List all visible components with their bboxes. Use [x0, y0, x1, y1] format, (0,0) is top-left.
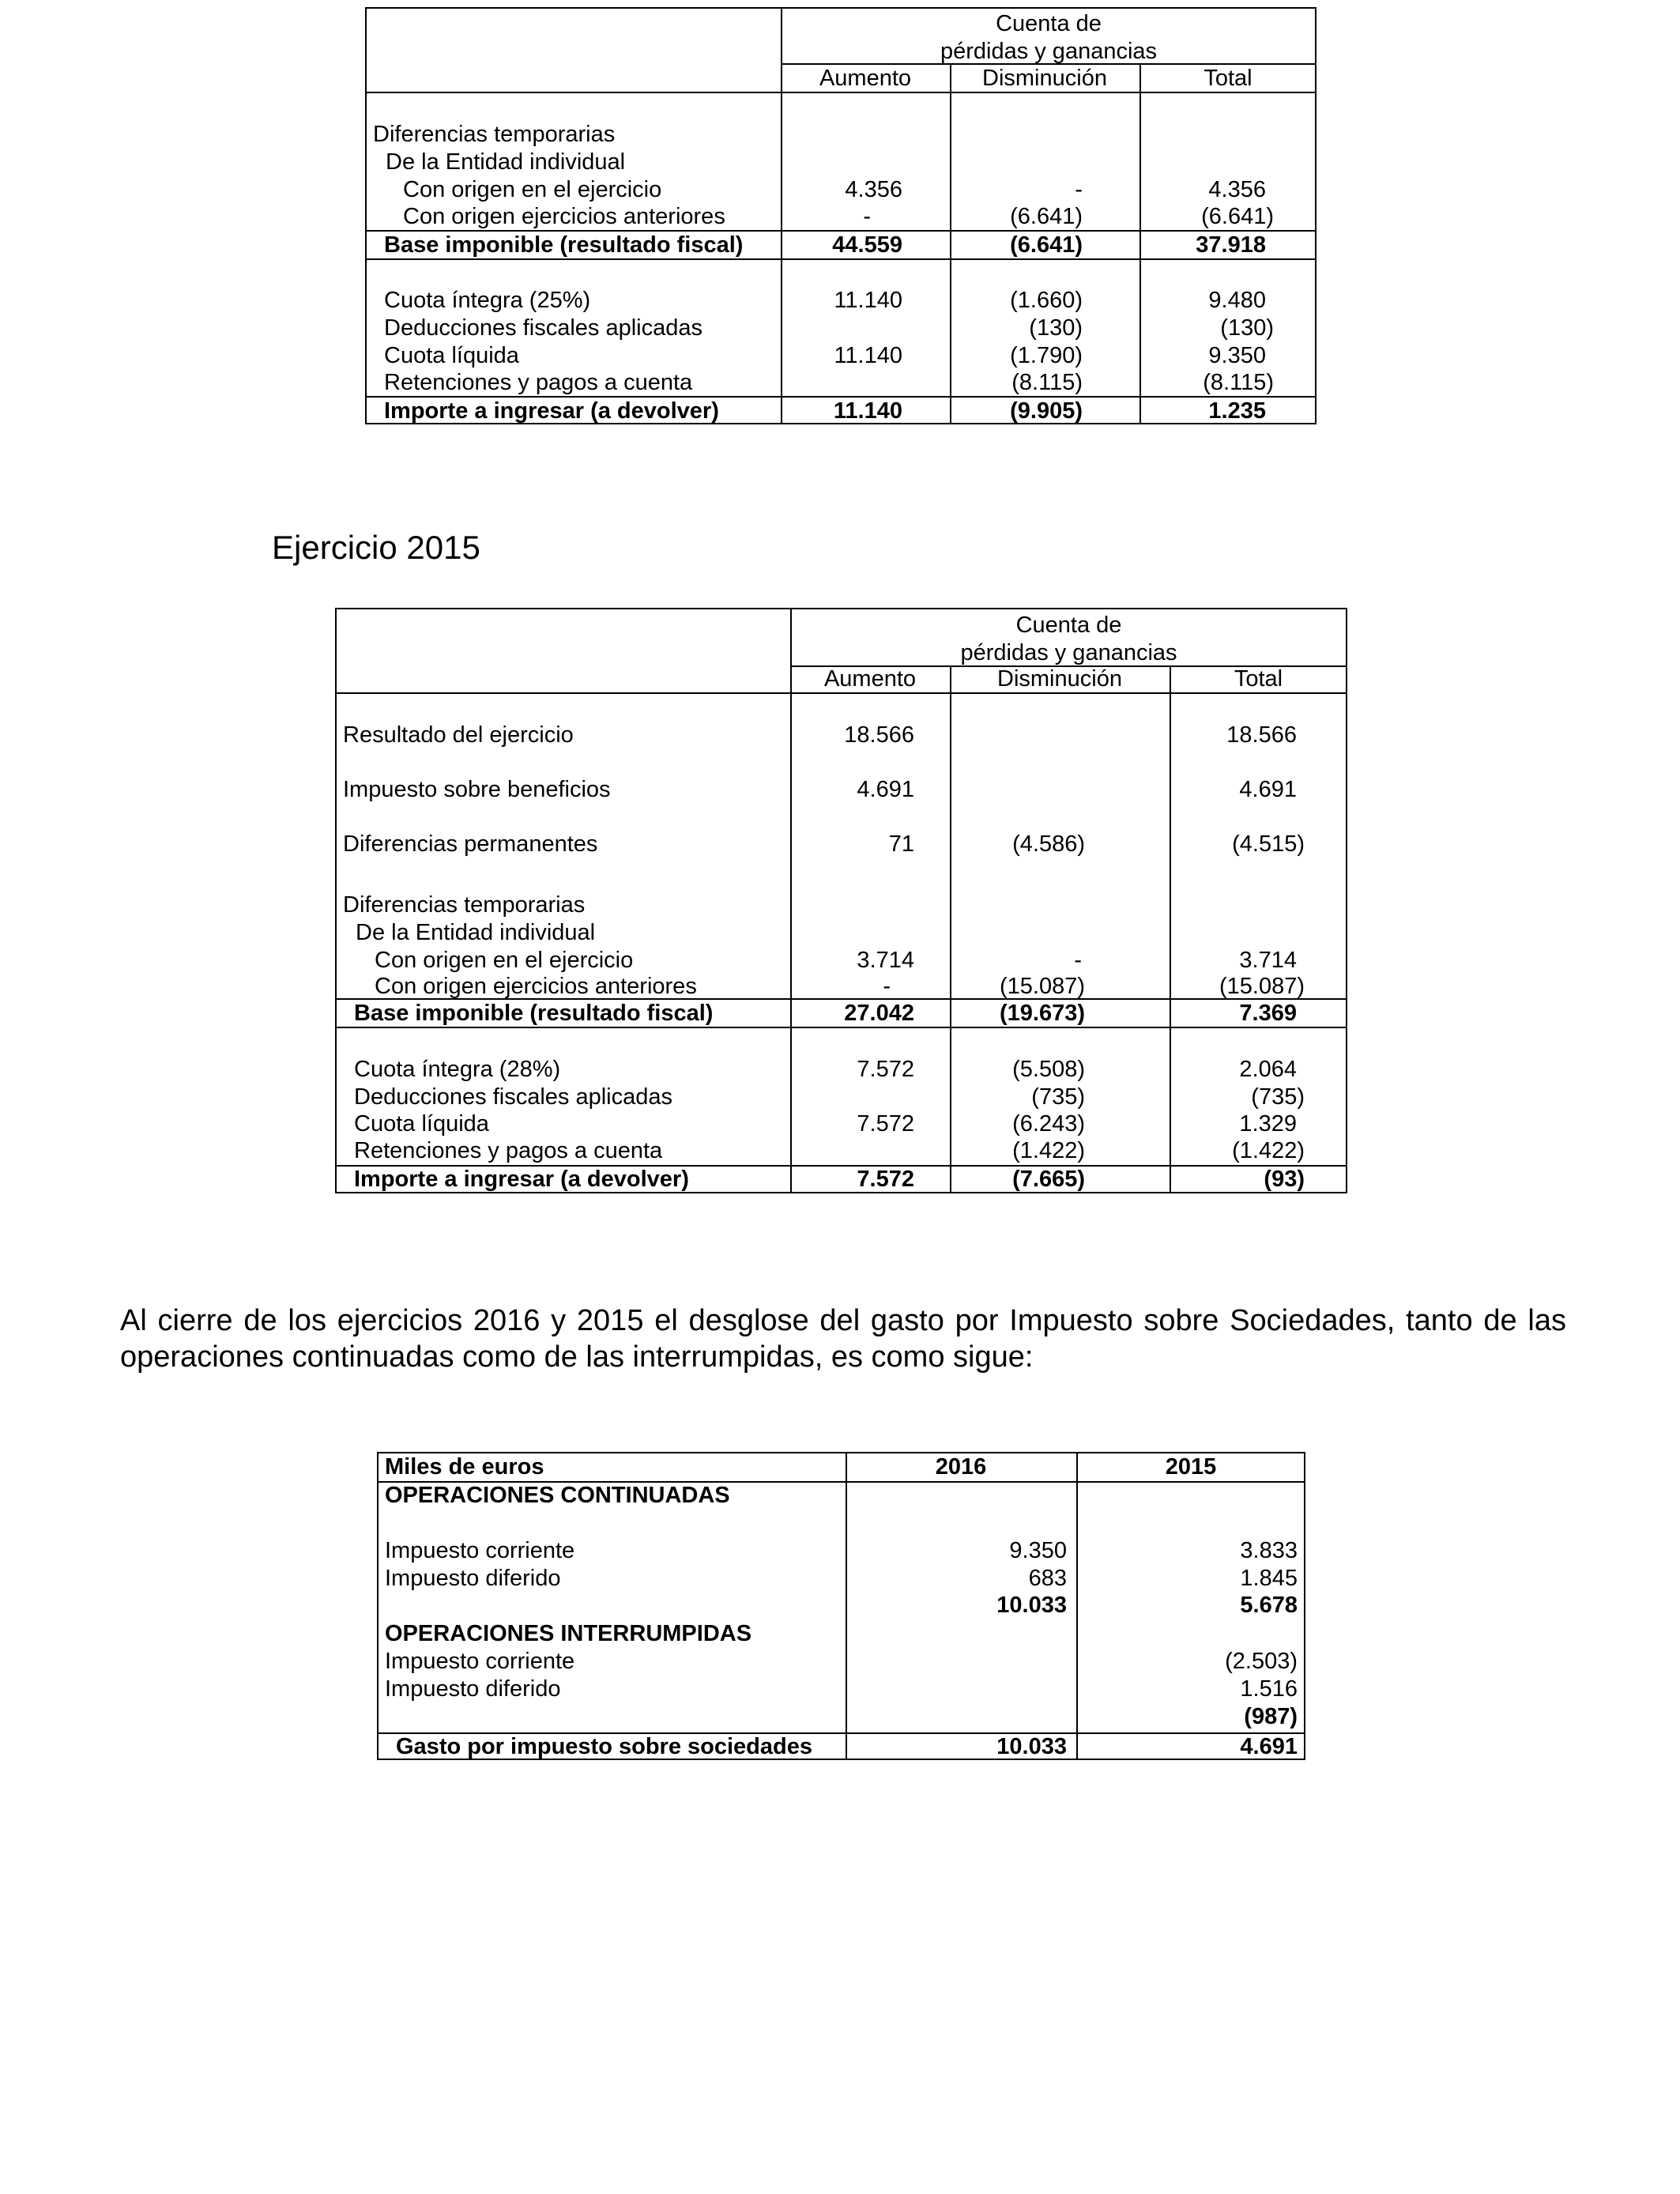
- header-group-line2: pérdidas y ganancias: [940, 39, 1158, 64]
- row-label: Impuesto diferido: [385, 1566, 561, 1591]
- row-label: De la Entidad individual: [356, 920, 596, 945]
- row-label: Con origen ejercicios anteriores: [375, 974, 697, 999]
- table-header-row: [379, 1453, 1304, 1481]
- table-row: [367, 315, 1315, 342]
- table-row: [367, 287, 1315, 315]
- value-2015: 5.678: [1240, 1593, 1298, 1618]
- row-label: Deducciones fiscales aplicadas: [384, 315, 703, 341]
- table-row: [367, 121, 1315, 149]
- value-total: (735): [1251, 1084, 1305, 1110]
- value-disminucion: (1.660): [1010, 288, 1083, 313]
- value-total: (8.115): [1203, 370, 1274, 395]
- value-aumento: -: [863, 204, 871, 229]
- value-total: (130): [1220, 315, 1274, 341]
- section-label: OPERACIONES INTERRUMPIDAS: [385, 1621, 752, 1646]
- table-row: [337, 1137, 1346, 1165]
- row-label: Cuota íntegra (28%): [354, 1057, 561, 1082]
- value-total: 9.350: [1208, 343, 1266, 368]
- header-group-line1: Cuenta de: [996, 11, 1102, 36]
- header-disminucion: Disminución: [982, 66, 1107, 91]
- value-disminucion: (6.243): [1012, 1111, 1085, 1137]
- value-total: 18.566: [1226, 722, 1297, 748]
- table-row-base-imponible: [367, 232, 1315, 259]
- header-2015: 2015: [1165, 1454, 1217, 1480]
- value-2015: 1.516: [1240, 1676, 1298, 1702]
- value-2015: 4.691: [1240, 1734, 1298, 1759]
- value-2015: 1.845: [1240, 1566, 1298, 1591]
- value-disminucion: -: [1075, 177, 1083, 202]
- value-aumento: 71: [888, 831, 914, 857]
- value-2016: 683: [1028, 1566, 1067, 1591]
- table-row: [367, 149, 1315, 176]
- value-total: 1.329: [1239, 1111, 1297, 1137]
- value-total: 9.480: [1208, 288, 1266, 313]
- table-row-base-imponible: [337, 1000, 1346, 1027]
- value-disminucion: (6.641): [1010, 204, 1083, 229]
- header-disminucion: Disminución: [997, 666, 1122, 692]
- value-total: (15.087): [1219, 974, 1305, 999]
- table-row: [337, 919, 1346, 947]
- header-group-line1: Cuenta de: [1015, 613, 1122, 638]
- value-disminucion: (130): [1029, 315, 1083, 341]
- table-row: [337, 1084, 1346, 1111]
- section-label: OPERACIONES CONTINUADAS: [385, 1483, 730, 1508]
- table-row: [379, 1565, 1304, 1593]
- row-label: Cuota líquida: [384, 343, 519, 368]
- header-label: Miles de euros: [385, 1454, 544, 1480]
- value-aumento: 44.559: [832, 232, 902, 258]
- value-2015: 3.833: [1240, 1538, 1298, 1563]
- row-label: Diferencias permanentes: [343, 831, 598, 857]
- value-aumento: 11.140: [834, 288, 902, 313]
- row-label: Diferencias temporarias: [343, 892, 586, 918]
- value-aumento: 4.356: [845, 177, 902, 202]
- row-label: Cuota íntegra (25%): [384, 288, 591, 313]
- row-label: Gasto por impuesto sobre sociedades: [396, 1734, 812, 1759]
- row-label: Retenciones y pagos a cuenta: [354, 1138, 663, 1163]
- row-label: Impuesto corriente: [385, 1538, 575, 1563]
- header-2016: 2016: [935, 1454, 987, 1480]
- value-disminucion: (1.790): [1010, 343, 1083, 368]
- value-disminucion: (15.087): [999, 974, 1085, 999]
- row-label: Con origen en el ejercicio: [403, 177, 662, 202]
- section-heading-2015: Ejercicio 2015: [272, 529, 480, 566]
- value-aumento: -: [883, 974, 891, 999]
- row-label: Diferencias temporarias: [373, 122, 616, 147]
- header-total: Total: [1203, 66, 1252, 91]
- subtotal-row: [379, 1703, 1304, 1731]
- table-row: [337, 892, 1346, 919]
- value-total: (6.641): [1201, 204, 1274, 229]
- value-aumento: 11.140: [834, 343, 902, 368]
- value-total: 4.356: [1208, 177, 1266, 202]
- value-total: 7.369: [1239, 1001, 1297, 1026]
- table-row: [367, 369, 1315, 397]
- table-row: [337, 947, 1346, 974]
- section-row: [379, 1620, 1304, 1648]
- row-label: Impuesto sobre beneficios: [343, 777, 611, 802]
- row-label: Resultado del ejercicio: [343, 722, 574, 748]
- table-row: [337, 722, 1346, 749]
- value-disminucion: (7.665): [1012, 1167, 1085, 1192]
- header-aumento: Aumento: [819, 66, 912, 91]
- value-disminucion: (9.905): [1010, 398, 1083, 424]
- table-row: [337, 1110, 1346, 1138]
- row-label: Con origen en el ejercicio: [375, 948, 634, 973]
- value-aumento: 7.572: [857, 1111, 914, 1137]
- value-disminucion: (5.508): [1012, 1057, 1085, 1082]
- tax-table-2016: [365, 7, 1317, 424]
- value-total: (4.515): [1232, 831, 1305, 857]
- subtotal-row: [379, 1592, 1304, 1619]
- table-row: [337, 776, 1346, 804]
- row-label: Importe a ingresar (a devolver): [384, 398, 719, 424]
- total-row: [379, 1733, 1304, 1761]
- header-aumento: Aumento: [823, 666, 917, 692]
- value-aumento: 3.714: [857, 948, 914, 973]
- value-total: 3.714: [1239, 948, 1297, 973]
- row-label: Base imponible (resultado fiscal): [354, 1001, 714, 1026]
- value-disminucion: (6.641): [1010, 232, 1083, 258]
- value-2015: (987): [1244, 1704, 1298, 1729]
- table-row: [367, 203, 1315, 231]
- value-aumento: 11.140: [833, 398, 902, 424]
- row-label: Base imponible (resultado fiscal): [384, 232, 744, 258]
- table-row: [337, 831, 1346, 858]
- row-label: De la Entidad individual: [386, 149, 626, 175]
- value-disminucion: (4.586): [1012, 831, 1085, 857]
- table-row: [367, 176, 1315, 204]
- value-aumento: 18.566: [844, 722, 914, 748]
- value-2016: 10.033: [996, 1734, 1067, 1759]
- table-row: [367, 342, 1315, 370]
- table-row-importe: [367, 398, 1315, 425]
- value-2016: 10.033: [996, 1593, 1067, 1618]
- row-label: Impuesto corriente: [385, 1649, 575, 1674]
- value-disminucion: (8.115): [1011, 370, 1083, 395]
- value-aumento: 27.042: [844, 1001, 914, 1026]
- value-total: 4.691: [1239, 777, 1297, 802]
- table-row-importe: [337, 1166, 1346, 1193]
- header-total: Total: [1234, 666, 1283, 692]
- value-aumento: 4.691: [857, 777, 914, 802]
- table-row: [379, 1648, 1304, 1676]
- row-label: Con origen ejercicios anteriores: [403, 204, 725, 229]
- value-disminucion: (19.673): [999, 1001, 1085, 1026]
- tax-table-2015: [335, 608, 1347, 1193]
- value-disminucion: (1.422): [1012, 1138, 1085, 1163]
- table-row: [379, 1676, 1304, 1703]
- row-label: Retenciones y pagos a cuenta: [384, 370, 693, 395]
- row-label: Impuesto diferido: [385, 1676, 561, 1702]
- body-paragraph: Al cierre de los ejercicios 2016 y 2015 el desglose del gasto por Impuesto sobre Sociedades, tanto de las operaciones continuadas como de las interrumpidas, es como sigue:: [120, 1304, 1566, 1374]
- row-label: Cuota líquida: [354, 1111, 489, 1137]
- value-total: 1.235: [1208, 398, 1266, 424]
- value-2015: (2.503): [1225, 1649, 1298, 1674]
- value-aumento: 7.572: [857, 1167, 914, 1192]
- header-group-line2: pérdidas y ganancias: [960, 640, 1177, 665]
- value-total: 37.918: [1196, 232, 1266, 258]
- value-2016: 9.350: [1009, 1538, 1067, 1563]
- value-total: (1.422): [1232, 1138, 1305, 1163]
- row-label: Importe a ingresar (a devolver): [354, 1167, 689, 1192]
- row-label: Deducciones fiscales aplicadas: [354, 1084, 672, 1110]
- section-row: [379, 1482, 1304, 1510]
- value-disminucion: -: [1074, 948, 1082, 973]
- table-row: [337, 1056, 1346, 1084]
- value-total: 2.064: [1239, 1057, 1297, 1082]
- tax-expense-table: [377, 1452, 1305, 1760]
- value-disminucion: (735): [1031, 1084, 1085, 1110]
- table-row: [337, 973, 1346, 1001]
- table-row: [379, 1537, 1304, 1565]
- value-total: (93): [1264, 1167, 1305, 1192]
- value-aumento: 7.572: [857, 1057, 914, 1082]
